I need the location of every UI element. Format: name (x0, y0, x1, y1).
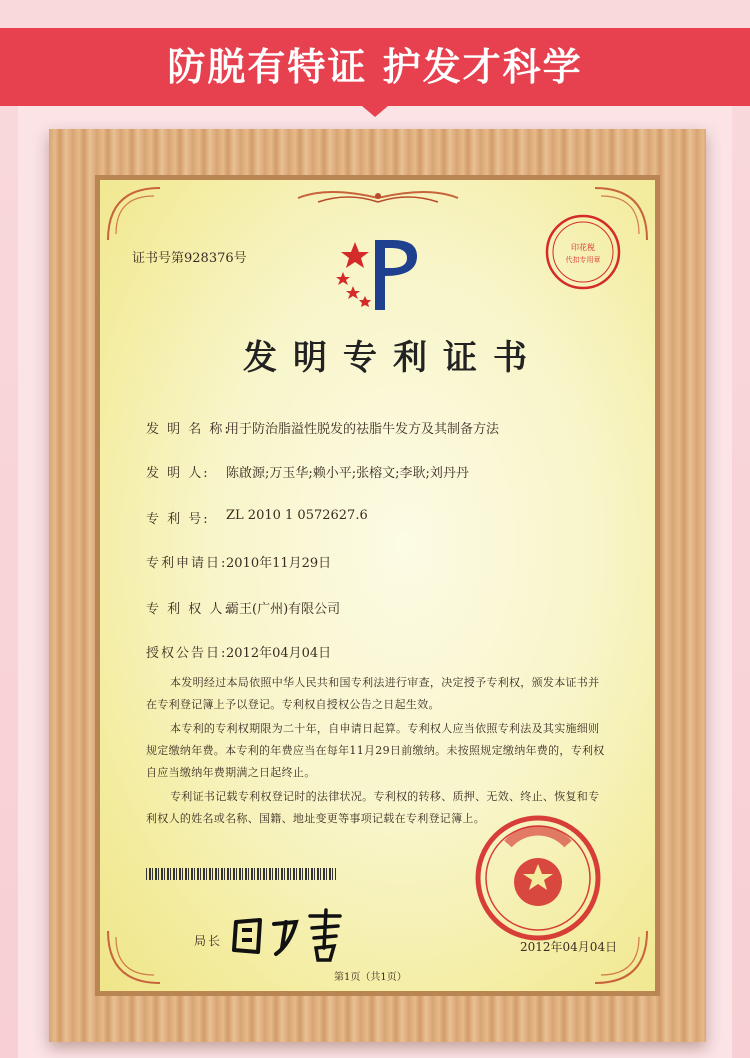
seal-date: 2012年04月04日 (520, 940, 618, 954)
svg-text:代扣专用章: 代扣专用章 (565, 256, 601, 264)
patent-office-logo-icon (333, 236, 423, 314)
field-value-application-date: 2010年11月29日 (226, 556, 332, 571)
ornament-corner-icon (104, 927, 164, 987)
field-label-inventors: 发 明 人: (146, 466, 210, 481)
banner-title: 防脱有特证 护发才科学 (167, 45, 583, 89)
director-signature-icon (230, 904, 360, 964)
director-label: 局长 (194, 934, 223, 948)
field-value-patent-number: ZL 2010 1 0572627.6 (226, 508, 368, 523)
national-ip-office-seal-icon (474, 814, 602, 942)
field-label-application-date: 专利申请日: (146, 556, 228, 571)
field-label-grant-date: 授权公告日: (146, 646, 228, 661)
tax-stamp-icon (543, 212, 623, 292)
field-value-patentee: 霸王(广州)有限公司 (226, 602, 341, 617)
certificate-number: 证书号第928376号 (132, 251, 247, 266)
ornament-corner-icon (104, 184, 164, 244)
banner-notch (362, 106, 388, 117)
svg-text:印花税: 印花税 (571, 243, 595, 252)
legal-paragraph: 本发明经过本局依照中华人民共和国专利法进行审查，决定授予专利权，颁发本证书并在专利登记簿上予以登记。专利权自授权公告之日起生效。 (146, 676, 600, 711)
patent-certificate (100, 180, 655, 991)
promo-banner (0, 28, 750, 106)
field-label-patent-number: 专 利 号: (146, 512, 210, 527)
certificate-title: 发明专利证书 (243, 338, 543, 378)
legal-paragraph: 本专利的专利权期限为二十年，自申请日起算。专利权人应当依照专利法及其实施细则规定缴纳年费。本专利的年费应当在每年11月29日前缴纳。未按照规定缴纳年费的，专利权自应当缴纳年费期满之日起终止。 (146, 722, 605, 779)
field-label-patentee: 专 利 权 人: (146, 602, 231, 617)
legal-paragraph: 专利证书记载专利权登记时的法律状况。专利权的转移、质押、无效、终止、恢复和专利权人的姓名或名称、国籍、地址变更等事项记载在专利登记簿上。 (146, 790, 600, 825)
wooden-frame (49, 129, 706, 1042)
field-value-inventors: 陈啟源;万玉华;赖小平;张榕文;李耿;刘丹丹 (226, 466, 469, 481)
field-label-invention-name: 发 明 名 称: (146, 422, 231, 437)
ornament-top-icon (288, 184, 468, 210)
barcode (146, 868, 336, 880)
field-value-invention-name: 用于防治脂溢性脱发的祛脂牛发方及其制备方法 (226, 422, 500, 437)
page-info: 第1页（共1页） (334, 972, 407, 983)
field-value-grant-date: 2012年04月04日 (226, 646, 332, 661)
